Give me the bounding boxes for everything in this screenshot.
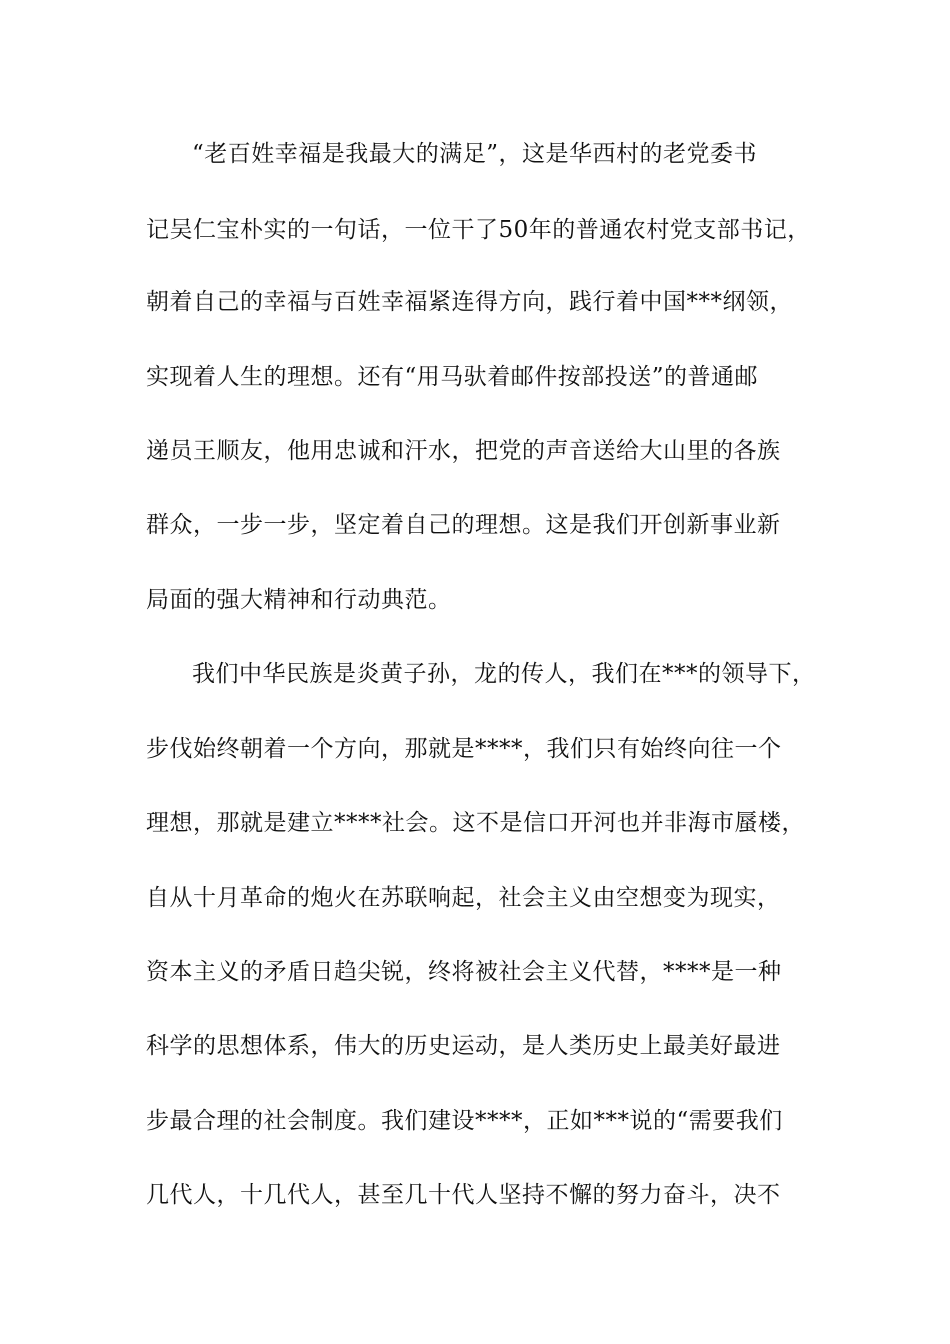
paragraph-2-line-3: 理想，那就是建立****社会。这不是信口开河也并非海市蜃楼， — [146, 810, 805, 836]
paragraph-1-line-6: 群众，一步一步，坚定着自己的理想。这是我们开创新事业新 — [146, 512, 781, 538]
paragraph-1-line-7: 局面的强大精神和行动典范。 — [146, 587, 452, 613]
paragraph-2-line-7: 步最合理的社会制度。我们建设****，正如***说的“需要我们 — [146, 1108, 783, 1134]
paragraph-2-line-4: 自从十月革命的炮火在苏联响起，社会主义由空想变为现实， — [146, 885, 781, 911]
paragraph-1-line-3: 朝着自己的幸福与百姓幸福紧连得方向，践行着中国***纲领， — [146, 289, 793, 315]
paragraph-1-line-2: 记吴仁宝朴实的一句话，一位干了50年的普通农村党支部书记， — [146, 217, 811, 243]
paragraph-1-line-4: 实现着人生的理想。还有“用马驮着邮件按部投送”的普通邮 — [146, 364, 759, 390]
paragraph-1-line-1: “老百姓幸福是我最大的满足”，这是华西村的老党委书 — [192, 141, 758, 167]
paragraph-2-line-5: 资本主义的矛盾日趋尖锐，终将被社会主义代替，****是一种 — [146, 959, 782, 985]
paragraph-1-line-5: 递员王顺友，他用忠诚和汗水，把党的声音送给大山里的各族 — [146, 438, 781, 464]
paragraph-2-line-8: 几代人，十几代人，甚至几十代人坚持不懈的努力奋斗，决不 — [146, 1182, 781, 1208]
paragraph-2-line-1: 我们中华民族是炎黄子孙，龙的传人，我们在***的领导下， — [192, 661, 816, 687]
paragraph-2-line-6: 科学的思想体系，伟大的历史运动，是人类历史上最美好最进 — [146, 1033, 781, 1059]
paragraph-2-line-2: 步伐始终朝着一个方向，那就是****，我们只有始终向往一个 — [146, 736, 782, 762]
